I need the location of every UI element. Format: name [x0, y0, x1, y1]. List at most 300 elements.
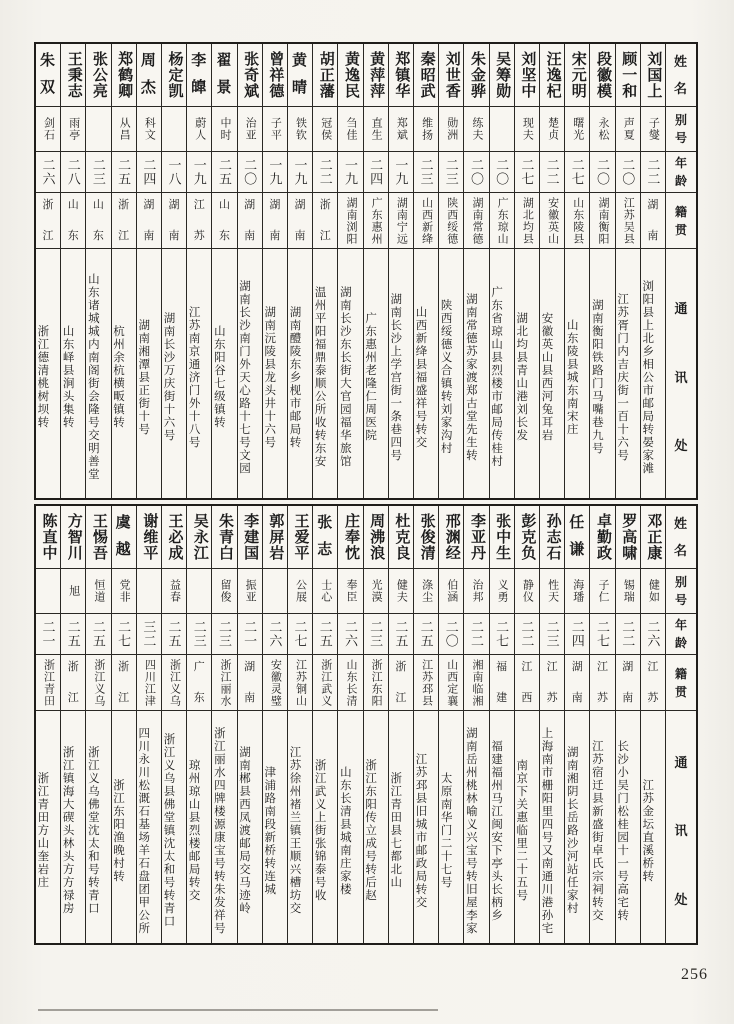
- person-address: 江苏金坛直溪桥转: [641, 710, 665, 943]
- person-alias: 健如: [641, 568, 665, 613]
- person-origin: 山东陵县: [565, 192, 589, 248]
- person-address: 湖南长沙上学宫街一条巷四号: [389, 248, 413, 498]
- person-name: 郑镇华: [393, 51, 410, 99]
- person-age: 二六: [641, 613, 665, 654]
- person-name: 吴永江: [191, 513, 208, 561]
- person-column: [539, 44, 564, 498]
- person-column: [111, 506, 136, 943]
- row-header-alias: 别 号: [666, 106, 696, 151]
- person-name: 张 志: [317, 515, 334, 558]
- person-column: [60, 506, 85, 943]
- person-age: 二七: [590, 613, 614, 654]
- person-name: 李 皥: [191, 53, 208, 96]
- person-address: 江苏胥门内吉庆街一百十六号: [616, 248, 640, 498]
- person-address: 山东峄县涧头集转: [61, 248, 85, 498]
- person-origin: 山 东: [212, 192, 236, 248]
- person-column: [539, 506, 564, 943]
- person-alias: 海璠: [565, 568, 589, 613]
- person-age: 二〇: [616, 151, 640, 192]
- row-header-alias: 别 号: [666, 568, 696, 613]
- person-column: [514, 506, 539, 943]
- person-age: 二五: [212, 151, 236, 192]
- person-name: 刘坚中: [519, 51, 536, 99]
- person-column: [615, 44, 640, 498]
- person-address: 杭州余杭横畈镇转: [112, 248, 136, 498]
- person-age: 二四: [565, 613, 589, 654]
- person-alias: 士心: [313, 568, 337, 613]
- person-origin: 湖 南: [137, 192, 161, 248]
- person-origin: 湖南宁远: [389, 192, 413, 248]
- person-column: [640, 506, 665, 943]
- person-age: 二七: [515, 151, 539, 192]
- person-address: 浙江义乌佛堂沈太和号转青口: [86, 710, 110, 943]
- person-name: 张奇斌: [242, 51, 259, 99]
- person-address: 浙江东阳传立成号转后赵: [364, 710, 388, 943]
- person-column: [85, 506, 110, 943]
- person-origin: 安徽灵璧: [263, 654, 287, 710]
- person-name: 谢维平: [141, 513, 158, 561]
- person-origin: 浙江东阳: [364, 654, 388, 710]
- person-origin: 浙江武义: [313, 654, 337, 710]
- person-origin: 湖 南: [288, 192, 312, 248]
- person-age: 二二: [641, 151, 665, 192]
- person-column: [363, 506, 388, 943]
- person-origin: 浙江丽水: [212, 654, 236, 710]
- person-origin: 江苏铜山: [288, 654, 312, 710]
- person-name: 杜克良: [393, 513, 410, 561]
- person-column: [489, 506, 514, 943]
- person-column: [589, 44, 614, 498]
- person-age: 一九: [288, 151, 312, 192]
- person-alias: 振亚: [238, 568, 262, 613]
- person-age: 二八: [61, 151, 85, 192]
- person-origin: 湖 南: [565, 654, 589, 710]
- person-column: [85, 44, 110, 498]
- person-column: [564, 506, 589, 943]
- person-alias: 义勇: [490, 568, 514, 613]
- row-header-column: [665, 44, 696, 498]
- person-origin: 江 苏: [540, 654, 564, 710]
- person-alias: 冠侯: [313, 106, 337, 151]
- person-alias: 声夏: [616, 106, 640, 151]
- directory-table-top: [34, 42, 698, 500]
- person-age: 二六: [36, 151, 60, 192]
- person-address: 浙江青田方山奎岩庄: [36, 710, 60, 943]
- person-column: [287, 506, 312, 943]
- row-header-name: 姓 名: [673, 54, 688, 96]
- person-column: [186, 506, 211, 943]
- person-age: 二三: [364, 613, 388, 654]
- person-column: [564, 44, 589, 498]
- person-column: [136, 44, 161, 498]
- person-alias: [490, 106, 514, 151]
- person-alias: 楚贞: [540, 106, 564, 151]
- person-address: 南京下关惠临里二十五号: [515, 710, 539, 943]
- person-origin: 湖北均县: [515, 192, 539, 248]
- person-alias: 刍佳: [338, 106, 362, 151]
- person-origin: 湘南临湘: [464, 654, 488, 710]
- person-origin: 江 西: [515, 654, 539, 710]
- person-origin: 浙 江: [112, 192, 136, 248]
- person-column: [287, 44, 312, 498]
- person-origin: 湖南常德: [464, 192, 488, 248]
- person-name: 李建国: [242, 513, 259, 561]
- row-header-address: 通 讯 处: [666, 248, 696, 498]
- person-alias: 雨亭: [61, 106, 85, 151]
- person-address: 湖南湘潭县正街十号: [137, 248, 161, 498]
- person-origin: 浙江义乌: [162, 654, 186, 710]
- person-name: 陈直中: [40, 513, 57, 561]
- person-alias: 子仁: [590, 568, 614, 613]
- person-name: 秦昭武: [418, 51, 435, 99]
- person-name: 汪逸杞: [544, 51, 561, 99]
- person-column: [211, 44, 236, 498]
- person-column: [388, 506, 413, 943]
- person-address: 湖南衡阳铁路门马嘴巷九号: [590, 248, 614, 498]
- person-name: 朱金骅: [468, 51, 485, 99]
- person-alias: 直生: [364, 106, 388, 151]
- person-alias: 公展: [288, 568, 312, 613]
- person-address: 山东长清县城南庄家楼: [338, 710, 362, 943]
- person-address: 湖南长沙万庆街十六号: [162, 248, 186, 498]
- person-column: [262, 506, 287, 943]
- person-origin: 广 东: [187, 654, 211, 710]
- directory-table-bottom: [34, 504, 698, 945]
- person-alias: 伯涵: [439, 568, 463, 613]
- person-column: [413, 44, 438, 498]
- person-alias: [187, 568, 211, 613]
- person-age: 二五: [389, 613, 413, 654]
- person-age: 二五: [414, 613, 438, 654]
- person-origin: 湖 南: [238, 654, 262, 710]
- person-name: 顾一和: [620, 51, 637, 99]
- person-name: 黄逸民: [342, 51, 359, 99]
- person-name: 李亚丹: [468, 513, 485, 561]
- person-alias: 锡瑞: [616, 568, 640, 613]
- person-name: 段徽模: [594, 51, 611, 99]
- person-age: 二五: [61, 613, 85, 654]
- person-origin: 湖 南: [263, 192, 287, 248]
- person-age: 二四: [364, 151, 388, 192]
- person-address: 湖南常德苏家渡郑古堂先生转: [464, 248, 488, 498]
- person-name: 郭屏岩: [267, 513, 284, 561]
- person-alias: [263, 568, 287, 613]
- person-age: 二〇: [464, 151, 488, 192]
- person-age: 二六: [338, 613, 362, 654]
- row-header-name: 姓 名: [673, 516, 688, 558]
- person-alias: 郑斌: [389, 106, 413, 151]
- person-address: 长沙小吴门松桂园十一号高宅转: [616, 710, 640, 943]
- person-address: 浙江武义上街张锦泰号收: [313, 710, 337, 943]
- person-origin: 福 建: [490, 654, 514, 710]
- person-origin: 浙 江: [112, 654, 136, 710]
- person-origin: 安徽英山: [540, 192, 564, 248]
- person-name: 虞 越: [115, 515, 132, 558]
- person-age: 二二: [616, 613, 640, 654]
- person-origin: 湖南浏阳: [338, 192, 362, 248]
- person-age: 二二: [313, 151, 337, 192]
- person-age: 二四: [137, 151, 161, 192]
- person-address: 湖南岳州桃林喻义兴宝号转旧屋李家: [464, 710, 488, 943]
- person-name: 刘国上: [645, 51, 662, 99]
- person-address: 浙江义乌县佛堂镇沈太和号转青口: [162, 710, 186, 943]
- person-age: 二〇: [490, 151, 514, 192]
- person-age: 二五: [86, 613, 110, 654]
- person-address: 浙江东阳渔晚村转: [112, 710, 136, 943]
- person-column: [438, 506, 463, 943]
- person-age: 二二: [540, 151, 564, 192]
- person-alias: 从昌: [112, 106, 136, 151]
- person-column: [36, 506, 60, 943]
- person-name: 王秉志: [65, 51, 82, 99]
- person-name: 张俊清: [418, 513, 435, 561]
- person-origin: 江 苏: [641, 654, 665, 710]
- person-column: [60, 44, 85, 498]
- person-address: 浙江镇海大碶头林头方方禄房: [61, 710, 85, 943]
- person-age: 二七: [490, 613, 514, 654]
- person-age: 二七: [565, 151, 589, 192]
- person-alias: 剑石: [36, 106, 60, 151]
- person-name: 王必成: [166, 513, 183, 561]
- person-column: [161, 506, 186, 943]
- person-age: 二三: [86, 151, 110, 192]
- person-name: 宋元明: [569, 51, 586, 99]
- person-age: 二〇: [590, 151, 614, 192]
- person-origin: 浙 江: [61, 654, 85, 710]
- person-column: [363, 44, 388, 498]
- person-address: 温州平阳福鼎泰顺公所收转东安: [313, 248, 337, 498]
- person-name: 孙志石: [544, 513, 561, 561]
- person-alias: 子燮: [641, 106, 665, 151]
- person-alias: 健夫: [389, 568, 413, 613]
- person-column: [337, 506, 362, 943]
- person-age: 二〇: [238, 151, 262, 192]
- person-column: [36, 44, 60, 498]
- person-age: 二六: [263, 613, 287, 654]
- person-name: 朱 双: [40, 53, 57, 96]
- person-address: 湖南醴陵东乡枧市邮局转: [288, 248, 312, 498]
- row-header-origin: 籍 贯: [666, 192, 696, 248]
- person-name: 王惕吾: [90, 513, 107, 561]
- person-address: 广东惠州老隆仁周医院: [364, 248, 388, 498]
- person-address: 广东省琼山县烈楼市邮局传桂村: [490, 248, 514, 498]
- person-address: 浙江青田县七都北山: [389, 710, 413, 943]
- person-origin: 浙江青田: [36, 654, 60, 710]
- person-column: [211, 506, 236, 943]
- person-address: 湖南沅陵县龙头井十六号: [263, 248, 287, 498]
- person-alias: 光漠: [364, 568, 388, 613]
- person-alias: 永松: [590, 106, 614, 151]
- person-origin: 四川江津: [137, 654, 161, 710]
- person-address: 浏阳县上北乡相公市邮局转晏家滩: [641, 248, 665, 498]
- person-address: 山东阳谷七级镇转: [212, 248, 236, 498]
- person-age: 一八: [162, 151, 186, 192]
- person-age: 二〇: [439, 613, 463, 654]
- person-alias: 蔚人: [187, 106, 211, 151]
- person-name: 黄萍萍: [368, 51, 385, 99]
- person-address: 山东陵县城东南宋庄: [565, 248, 589, 498]
- row-header-origin: 籍 贯: [666, 654, 696, 710]
- person-alias: 治邦: [464, 568, 488, 613]
- person-alias: 党非: [112, 568, 136, 613]
- person-name: 庄奉忱: [342, 513, 359, 561]
- person-name: 方智川: [65, 513, 82, 561]
- person-column: [136, 506, 161, 943]
- person-address: 琼州琼山县烈楼邮局转交: [187, 710, 211, 943]
- person-column: [161, 44, 186, 498]
- person-age: 二三: [540, 613, 564, 654]
- person-alias: 科文: [137, 106, 161, 151]
- person-column: [337, 44, 362, 498]
- person-origin: 广东惠州: [364, 192, 388, 248]
- person-address: 湖南湘阴长岳路沙河站任家村: [565, 710, 589, 943]
- person-alias: 曙光: [565, 106, 589, 151]
- person-column: [237, 506, 262, 943]
- person-age: 二三: [212, 613, 236, 654]
- person-alias: 奉臣: [338, 568, 362, 613]
- person-address: 湖南长沙南门外天心路十七号文园: [238, 248, 262, 498]
- person-origin: 江 苏: [187, 192, 211, 248]
- person-address: 江苏徐州褚兰镇王顺兴槽坊交: [288, 710, 312, 943]
- person-column: [237, 44, 262, 498]
- person-origin: 湖南衡阳: [590, 192, 614, 248]
- person-origin: 浙 江: [36, 192, 60, 248]
- person-origin: 江 苏: [590, 654, 614, 710]
- person-address: 四川永川松溉石基场羊石盘团甲公所: [137, 710, 161, 943]
- person-name: 朱青白: [216, 513, 233, 561]
- scan-artifact-line: [38, 1009, 438, 1011]
- person-name: 卓勤政: [594, 513, 611, 561]
- person-origin: 江苏邳县: [414, 654, 438, 710]
- person-alias: [162, 106, 186, 151]
- row-header-age: 年 龄: [666, 151, 696, 192]
- person-alias: 铁钦: [288, 106, 312, 151]
- page-number: 256: [681, 966, 708, 983]
- person-alias: 静仪: [515, 568, 539, 613]
- person-column: [438, 44, 463, 498]
- person-address: 陕西绥德义合镇转刘家沟村: [439, 248, 463, 498]
- person-name: 罗高啸: [620, 513, 637, 561]
- person-name: 王爱平: [292, 513, 309, 561]
- person-alias: 现夫: [515, 106, 539, 151]
- person-name: 张公亮: [90, 51, 107, 99]
- person-address: 江苏邳县旧城市邮政局转交: [414, 710, 438, 943]
- person-name: 胡正藩: [317, 51, 334, 99]
- person-name: 邢渊经: [443, 513, 460, 561]
- person-alias: [86, 106, 110, 151]
- person-age: 二三: [439, 151, 463, 192]
- person-origin: 湖 南: [162, 192, 186, 248]
- person-origin: 山西定襄: [439, 654, 463, 710]
- person-age: 二五: [313, 613, 337, 654]
- person-alias: 性天: [540, 568, 564, 613]
- person-name: 任 谦: [569, 515, 586, 558]
- person-age: 一九: [338, 151, 362, 192]
- person-address: 湖北均县青山港刘长发: [515, 248, 539, 498]
- person-age: 二七: [112, 613, 136, 654]
- person-alias: [36, 568, 60, 613]
- person-column: [489, 44, 514, 498]
- person-origin: 广东琼山: [490, 192, 514, 248]
- person-address: 山西新绛县福盛祥号转交: [414, 248, 438, 498]
- person-origin: 山 东: [86, 192, 110, 248]
- person-name: 周沸浪: [368, 513, 385, 561]
- person-address: 上海南市栅阳里四号又南通川港孙宅: [540, 710, 564, 943]
- person-address: 湖南长沙东长街大官园福华旅馆: [338, 248, 362, 498]
- person-address: 浙江丽水四牌楼源康宝号转朱发祥号: [212, 710, 236, 943]
- person-age: 一九: [389, 151, 413, 192]
- person-address: 太原南华门二十七号: [439, 710, 463, 943]
- person-origin: 江苏吴县: [616, 192, 640, 248]
- person-origin: 山东长清: [338, 654, 362, 710]
- person-name: 曾祥德: [267, 51, 284, 99]
- person-column: [262, 44, 287, 498]
- person-age: 一九: [187, 151, 211, 192]
- person-age: 二七: [288, 613, 312, 654]
- person-name: 杨定凯: [166, 51, 183, 99]
- person-name: 张中生: [494, 513, 511, 561]
- person-address: 安徽英山县西河兔耳岩: [540, 248, 564, 498]
- person-name: 彭克负: [519, 513, 536, 561]
- person-column: [463, 506, 488, 943]
- person-column: [589, 506, 614, 943]
- person-origin: 山西新绛: [414, 192, 438, 248]
- person-column: [615, 506, 640, 943]
- person-alias: [137, 568, 161, 613]
- person-name: 邓正康: [645, 513, 662, 561]
- person-column: [463, 44, 488, 498]
- person-alias: 恒道: [86, 568, 110, 613]
- person-age: 二一: [238, 613, 262, 654]
- person-age: 二三: [187, 613, 211, 654]
- person-name: 郑鹤卿: [116, 51, 133, 99]
- person-alias: 子平: [263, 106, 287, 151]
- person-address: 津浦路南段新桥转连城: [263, 710, 287, 943]
- person-name: 翟 景: [216, 53, 233, 96]
- person-alias: 维扬: [414, 106, 438, 151]
- person-age: 二五: [162, 613, 186, 654]
- person-column: [388, 44, 413, 498]
- person-alias: 治亚: [238, 106, 262, 151]
- person-alias: 留俊: [212, 568, 236, 613]
- person-age: 二五: [112, 151, 136, 192]
- person-column: [640, 44, 665, 498]
- row-header-address: 通 讯 处: [666, 710, 696, 943]
- person-column: [186, 44, 211, 498]
- person-alias: 涤尘: [414, 568, 438, 613]
- person-origin: 浙 江: [389, 654, 413, 710]
- person-alias: 中时: [212, 106, 236, 151]
- person-age: 二二: [464, 613, 488, 654]
- person-age: 三二: [137, 613, 161, 654]
- person-address: 江苏宿迁县新盛街卓氏宗祠转交: [590, 710, 614, 943]
- person-origin: 陕西绥德: [439, 192, 463, 248]
- person-alias: 旭: [61, 568, 85, 613]
- person-column: [312, 44, 337, 498]
- person-address: 江苏南京通济门外十八号: [187, 248, 211, 498]
- person-name: 黄 晴: [292, 53, 309, 96]
- person-address: 浙江德清桃树坝转: [36, 248, 60, 498]
- person-age: 一九: [263, 151, 287, 192]
- person-origin: 浙江义乌: [86, 654, 110, 710]
- row-header-column: [665, 506, 696, 943]
- person-name: 周 杰: [140, 53, 157, 96]
- person-origin: 湖 南: [641, 192, 665, 248]
- person-alias: 练夫: [464, 106, 488, 151]
- person-column: [111, 44, 136, 498]
- person-origin: 山 东: [61, 192, 85, 248]
- person-name: 吴筹勋: [494, 51, 511, 99]
